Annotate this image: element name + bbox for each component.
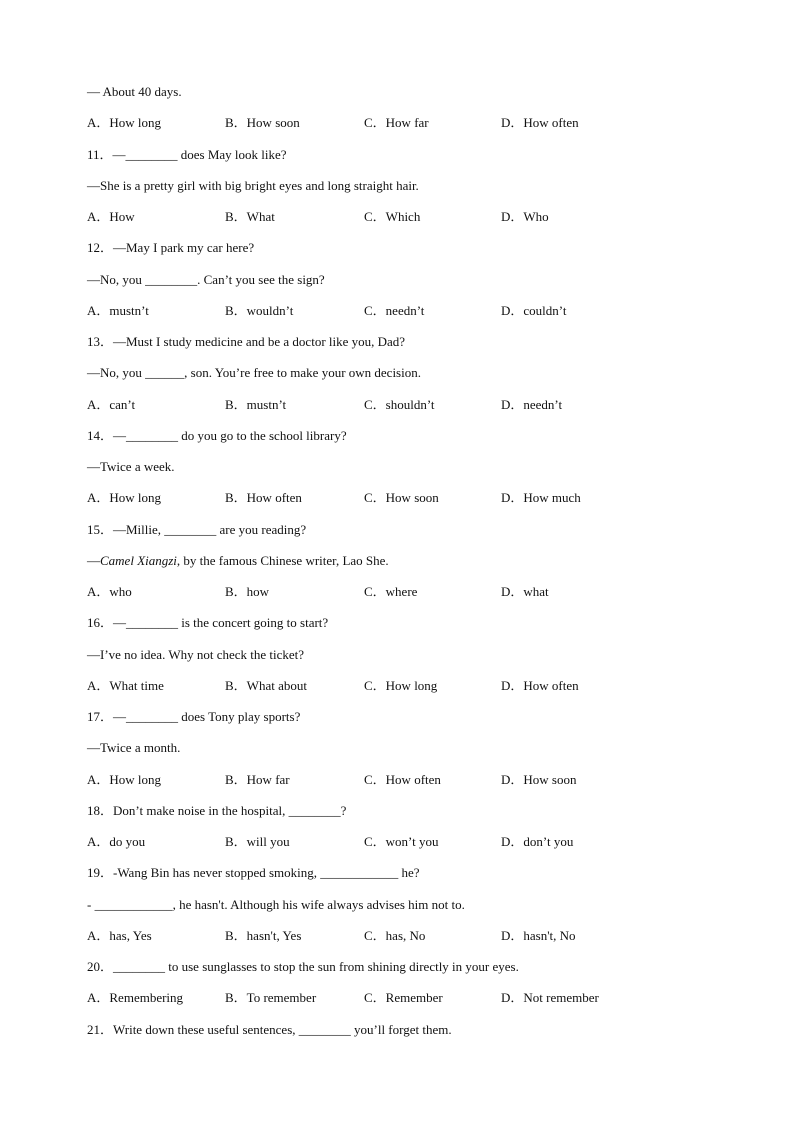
answer-option: D．don’t you (501, 834, 574, 849)
answer-option: C．where (364, 584, 418, 599)
answer-option: B．To remember (225, 990, 317, 1005)
answer-option: C．Which (364, 209, 421, 224)
answer-option: B．How soon (225, 115, 300, 130)
answer-option: D．Not remember (501, 990, 599, 1005)
answer-options (87, 303, 747, 319)
answer-options (87, 990, 747, 1006)
answer-option: C．How soon (364, 490, 439, 505)
dialogue-line: —No, you ______, son. You’re free to make your own decision. (87, 365, 421, 380)
dialogue-line: —She is a pretty girl with big bright eyes and long straight hair. (87, 178, 419, 193)
answer-option: C．How far (364, 115, 429, 130)
answer-option: D．Who (501, 209, 549, 224)
dash: — (87, 553, 100, 568)
answer-option: B．What about (225, 678, 307, 693)
answer-option: B．will you (225, 834, 290, 849)
answer-option: A．who (87, 584, 132, 599)
answer-option: B．wouldn’t (225, 303, 294, 318)
answer-option: B．hasn't, Yes (225, 928, 302, 943)
question-line: 15．—Millie, ________ are you reading? (87, 522, 307, 537)
answer-option: C．needn’t (364, 303, 425, 318)
answer-option: A．mustn’t (87, 303, 149, 318)
answer-option: A．How (87, 209, 135, 224)
question-line: 17．—________ does Tony play sports? (87, 709, 301, 724)
answer-option: A．do you (87, 834, 146, 849)
dialogue-line: —Twice a week. (87, 459, 175, 474)
question-line: 16．—________ is the concert going to start? (87, 615, 329, 630)
dialogue-line: - ____________, he hasn't. Although his wife always advises him not to. (87, 897, 465, 912)
question-line: 14．—________ do you go to the school library? (87, 428, 347, 443)
answer-option: C．won’t you (364, 834, 439, 849)
answer-options (87, 209, 747, 225)
answer-options (87, 678, 747, 694)
answer-option: D．what (501, 584, 549, 599)
answer-option: C．shouldn’t (364, 397, 435, 412)
answer-option: B．What (225, 209, 275, 224)
answer-options (87, 584, 747, 600)
dialogue-line: —I’ve no idea. Why not check the ticket? (87, 647, 305, 662)
question-line: 19．-Wang Bin has never stopped smoking, ____________ he? (87, 865, 420, 880)
dialogue-line: —No, you ________. Can’t you see the sign? (87, 272, 325, 287)
question-line: 20．________ to use sunglasses to stop the sun from shining directly in your eyes. (87, 959, 519, 974)
answer-option: D．needn’t (501, 397, 563, 412)
answer-option: A．Remembering (87, 990, 184, 1005)
answer-option: D．How soon (501, 772, 577, 787)
answer-options (87, 772, 747, 788)
answer-options (87, 397, 747, 413)
answer-options (87, 928, 747, 944)
answer-option: B．how (225, 584, 270, 599)
question-line: 18．Don’t make noise in the hospital, ________? (87, 803, 347, 818)
question-line: 11．—________ does May look like? (87, 147, 287, 162)
answer-option: B．How far (225, 772, 290, 787)
answer-option: C．How often (364, 772, 441, 787)
answer-options (87, 490, 747, 506)
answer-option: A．has, Yes (87, 928, 152, 943)
answer-options (87, 115, 747, 131)
answer-option: A．What time (87, 678, 164, 693)
answer-option: D．How much (501, 490, 581, 505)
answer-option: A．How long (87, 772, 162, 787)
answer-option: C．has, No (364, 928, 426, 943)
answer-option: B．mustn’t (225, 397, 287, 412)
answer-option: D．couldn’t (501, 303, 567, 318)
answer-option: D．How often (501, 678, 579, 693)
answer-option: C．How long (364, 678, 438, 693)
line-rest: , by the famous Chinese writer, Lao She. (176, 553, 389, 568)
question-line: 21．Write down these useful sentences, ________ you’ll forget them. (87, 1022, 452, 1037)
dialogue-line: — About 40 days. (87, 84, 182, 99)
answer-option: A．How long (87, 115, 162, 130)
answer-option: B．How often (225, 490, 302, 505)
answer-options (87, 834, 747, 850)
answer-option: D．How often (501, 115, 579, 130)
dialogue-line: —Twice a month. (87, 740, 181, 755)
answer-line (87, 553, 389, 569)
question-line: 12．—May I park my car here? (87, 240, 255, 255)
answer-option: C．Remember (364, 990, 443, 1005)
book-title: Camel Xiangzi (100, 553, 177, 568)
question-line: 13．—Must I study medicine and be a doctor like you, Dad? (87, 334, 406, 349)
answer-option: A．How long (87, 490, 162, 505)
answer-option: D．hasn't, No (501, 928, 576, 943)
answer-option: A．can’t (87, 397, 136, 412)
